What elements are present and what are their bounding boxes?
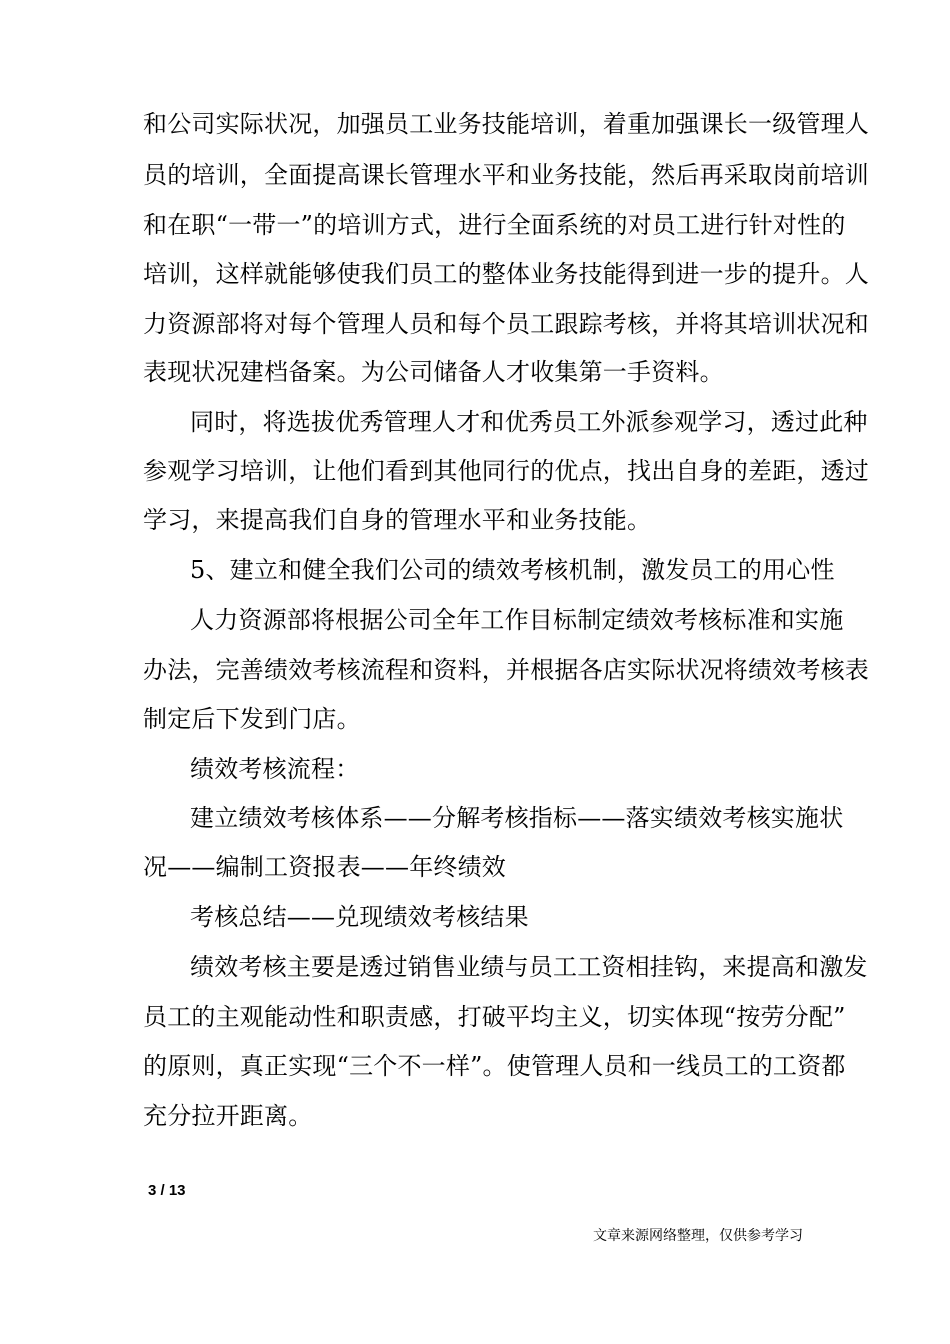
body-line-3: 和在职“一带一”的培训方式，进行全面系统的对员工进行针对性的 <box>143 211 846 239</box>
body-line-11: 人力资源部将根据公司全年工作目标制定绩效考核标准和实施 <box>190 606 844 634</box>
process-line-2: 况——编制工资报表——年终绩效 <box>143 853 506 881</box>
body-line-1: 和公司实际状况，加强员工业务技能培训，着重加强课长一级管理人 <box>143 110 869 138</box>
body-line-9: 学习，来提高我们自身的管理水平和业务技能。 <box>143 506 652 534</box>
body-line-20: 的原则，真正实现“三个不一样”。使管理人员和一线员工的工资都 <box>143 1052 846 1080</box>
body-line-5: 力资源部将对每个管理人员和每个员工跟踪考核，并将其培训状况和 <box>143 310 869 338</box>
body-line-7: 同时，将选拔优秀管理人才和优秀员工外派参观学习，透过此种 <box>190 408 868 436</box>
body-line-19: 员工的主观能动性和职责感，打破平均主义，切实体现“按劳分配” <box>143 1003 846 1031</box>
body-line-8: 参观学习培训，让他们看到其他同行的优点，找出自身的差距，透过 <box>143 457 869 485</box>
body-line-12: 办法，完善绩效考核流程和资料，并根据各店实际状况将绩效考核表 <box>143 656 869 684</box>
body-line-21: 充分拉开距离。 <box>143 1102 313 1130</box>
section-heading-5: 5、建立和健全我们公司的绩效考核机制，激发员工的用心性 <box>190 556 835 584</box>
process-line-1: 建立绩效考核体系——分解考核指标——落实绩效考核实施状 <box>190 804 844 832</box>
process-line-3: 考核总结——兑现绩效考核结果 <box>190 903 529 931</box>
body-line-6: 表现状况建档备案。为公司储备人才收集第一手资料。 <box>143 358 724 386</box>
page-number: 3 / 13 <box>148 1182 186 1199</box>
body-line-13: 制定后下发到门店。 <box>143 705 361 733</box>
body-line-4: 培训，这样就能够使我们员工的整体业务技能得到进一步的提升。人 <box>143 260 869 288</box>
body-line-18: 绩效考核主要是透过销售业绩与员工工资相挂钩，来提高和激发 <box>190 953 868 981</box>
subheading-process: 绩效考核流程： <box>190 755 360 783</box>
body-line-2: 员的培训，全面提高课长管理水平和业务技能，然后再采取岗前培训 <box>143 161 869 189</box>
footer-note: 文章来源网络整理，仅供参考学习 <box>593 1228 803 1244</box>
